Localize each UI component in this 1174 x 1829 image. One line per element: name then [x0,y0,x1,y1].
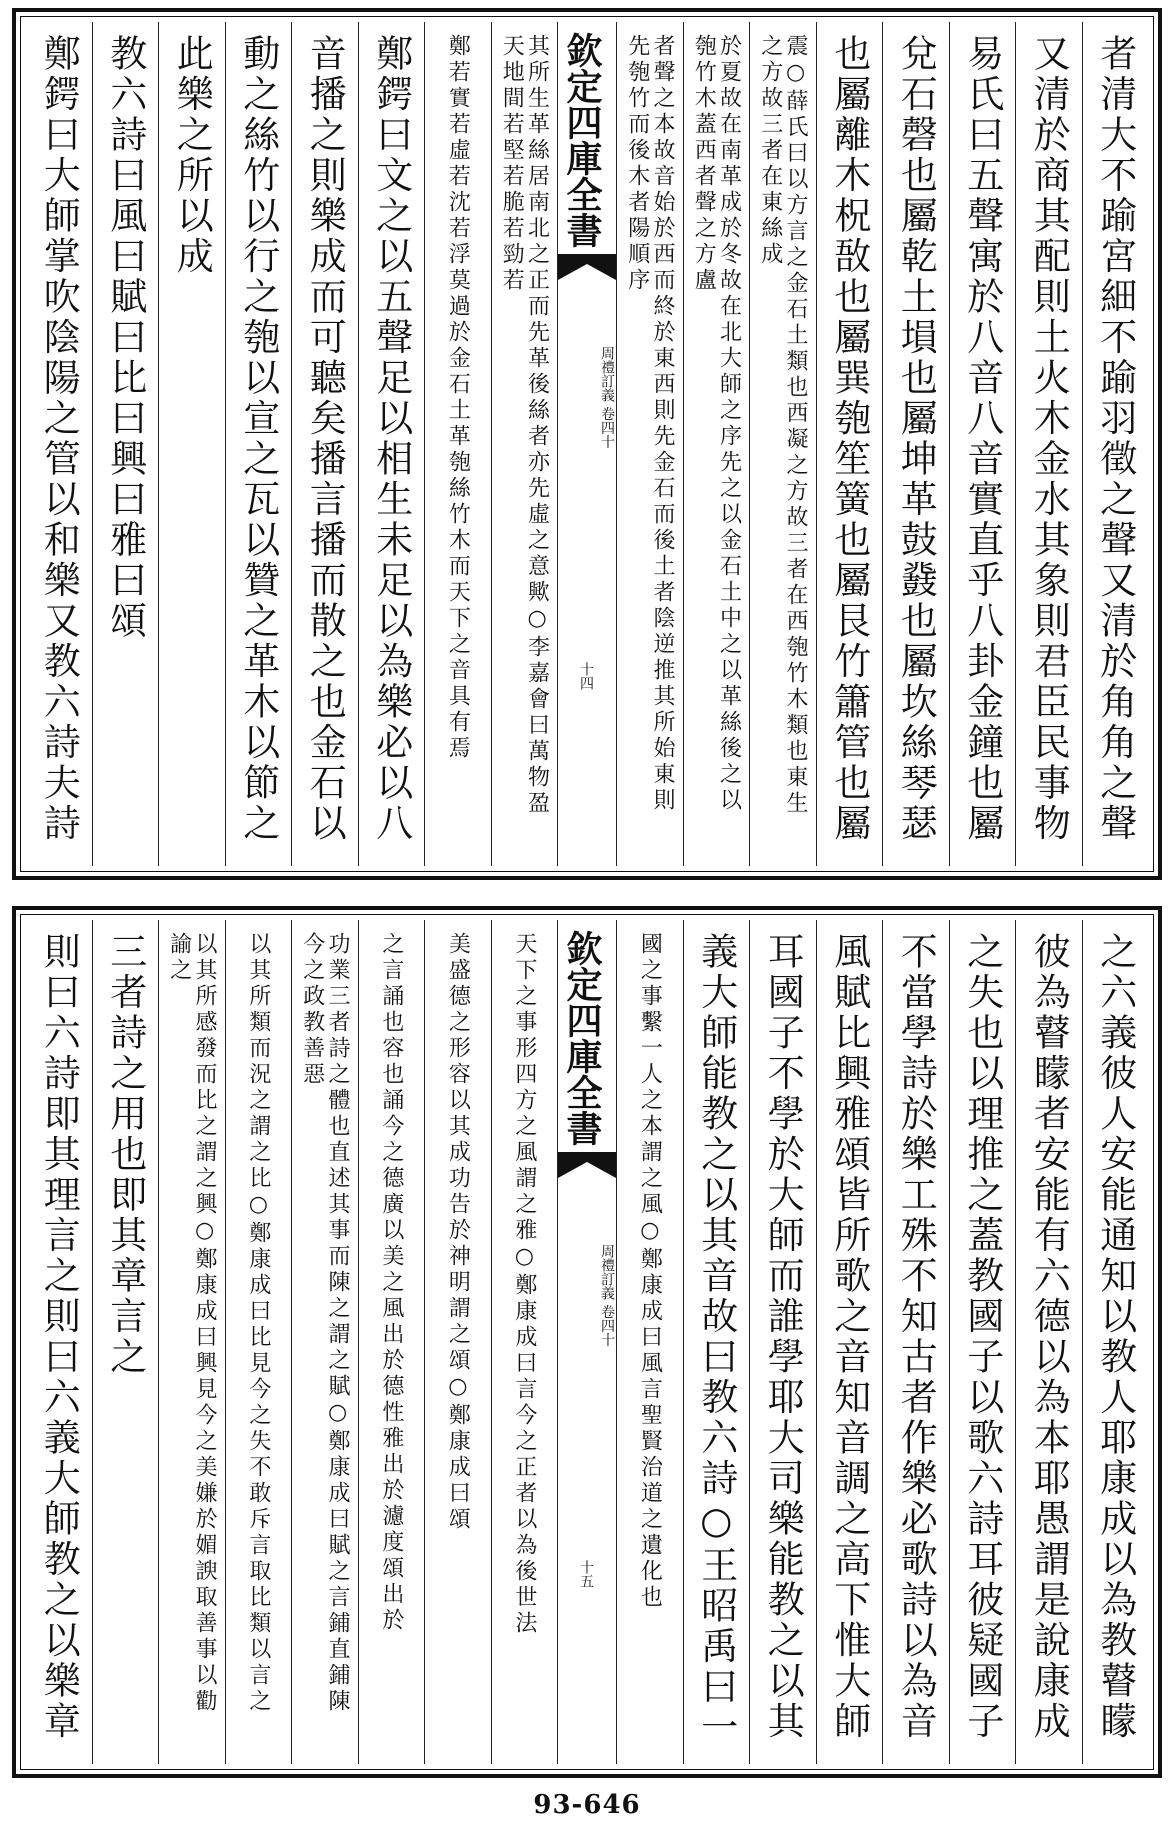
column-text: 動之絲竹以行之匏以宣之瓦以贊之革木以節之 [236,34,280,844]
text-column [816,22,883,866]
annotation-text: 其所生革絲居南北之正而先革後絲者亦先虛之意歟○李嘉會曰萬物盈天地間若堅若脆若勁若 [499,34,550,817]
text-column [882,920,949,1764]
annotation-column [491,920,558,1764]
text-column [291,22,358,866]
center-fold [557,22,616,866]
annotation-column [424,22,491,866]
annotation-text: 以其所感發而比之謂之興○鄭康成曰興見今之美嫌於媚諛取善事以勸諭之 [166,932,218,1715]
text-column [949,22,1016,866]
text-column [26,920,92,1764]
column-text: 鄭鍔曰文之以五聲足以相生未足以為樂必以八 [369,34,413,844]
text-column [158,22,225,866]
center-fold [557,920,616,1764]
annotation-column [616,22,683,866]
fish-tail-mark-icon [558,1152,616,1178]
column-text: 彼為瞽矇者安能有六德以為本耶愚謂是說康成 [1027,932,1071,1742]
text-column [92,920,159,1764]
lower-text-columns [26,920,1148,1764]
annotation-column [358,920,425,1764]
annotation-text: 國之事繫一人之本謂之風○鄭康成曰風言聖賢治道之遺化也 [637,932,663,1611]
upper-page-panel [12,8,1162,880]
column-text: 教六詩曰風曰賦曰比曰興曰雅曰頌 [103,34,147,642]
column-text: 鄭鍔曰大師掌吹陰陽之管以和樂又教六詩夫詩 [37,34,81,844]
annotation-text: 功業三者詩之體也直述其事而陳之謂之賦○鄭康成曰賦之言鋪直鋪陳今之政教善惡 [299,932,351,1715]
chapter-label: 周禮訂義 卷四十 [599,1244,615,1347]
column-text: 不當學詩於樂工殊不知古者作樂必歌詩以為音 [894,932,938,1742]
annotation-text: 之言誦也容也誦今之德廣以美之風出於德性雅出於濾度頌出於 [378,932,404,1634]
text-column [1082,920,1149,1764]
annotation-column [158,920,225,1764]
column-text: 此樂之所以成 [170,34,214,277]
column-text: 耳國子不學於大師而誰學耶大司樂能教之以其 [761,932,805,1742]
annotation-text: 以其所類而況之謂之比○鄭康成曰比見今之失不敢斥言取比類以言之 [245,932,271,1715]
text-column [816,920,883,1764]
annotation-column [424,920,491,1764]
column-text: 音播之則樂成而可聽矣播言播而散之也金石以 [303,34,347,844]
folio-number: 十四 [578,662,594,690]
annotation-text: 於夏故在南革成於冬故在北大師之序先之以金石土中之以革絲後之以匏竹木蓋西者聲之方盧 [691,34,742,814]
column-text: 義大師能教之以其音故曰教六詩○王昭禹曰一 [694,932,738,1748]
book-title: 欽定四庫全書 [561,930,603,1146]
column-text: 也屬離木柷敔也屬巽匏笙簧也屬艮竹簫管也屬 [827,34,871,844]
annotation-text: 天下之事形四方之風謂之雅○鄭康成曰言今之正者以為後世法 [511,932,537,1637]
column-text: 之六義彼人安能通知以教人耶康成以為教瞽矇 [1093,932,1137,1742]
text-column [1082,22,1149,866]
annotation-column [225,920,292,1764]
annotation-column [491,22,558,866]
annotation-column [683,22,750,866]
text-column [749,920,816,1764]
text-column [949,920,1016,1764]
column-text: 三者詩之用也即其章言之 [103,932,147,1378]
annotation-column [749,22,816,866]
text-column [882,22,949,866]
annotation-text: 鄭若實若虛若沈若浮莫過於金石土革匏絲竹木而天下之音具有焉 [445,34,471,762]
text-column [358,22,425,866]
column-text: 者清大不踰宮細不踰羽徵之聲又清於角角之聲 [1093,34,1137,844]
book-title: 欽定四庫全書 [561,32,603,248]
text-column [225,22,292,866]
lower-page-panel [12,906,1162,1778]
upper-text-columns [26,22,1148,866]
column-text: 之失也以理推之蓋教國子以歌六詩耳彼疑國子 [960,932,1004,1742]
folio-number: 十五 [578,1560,594,1588]
text-column [1015,920,1082,1764]
fish-tail-mark-icon [558,254,616,280]
text-column [26,22,92,866]
text-column [683,920,750,1764]
text-column [92,22,159,866]
column-text: 風賦比興雅頌皆所歌之音知音調之高下惟大師 [827,932,871,1742]
column-text: 兌石磬也屬乾土塤也屬坤革鼓鼗也屬坎絲琴瑟 [894,34,938,844]
annotation-column [616,920,683,1764]
annotation-text: 者聲之本故音始於西而終於東西則先金石而後土者陰逆推其所始東則先匏竹而後木者陽順序 [624,34,676,814]
annotation-text: 震○薛氏曰以方言之金石土類也西凝之方故三者在西匏竹木類也東生之方故三者在東絲成 [757,34,809,817]
column-text: 則曰六詩即其理言之則曰六義大師教之以樂章 [37,932,81,1742]
column-text: 易氏曰五聲寓於八音八音實直乎八卦金鐘也屬 [960,34,1004,844]
text-column [1015,22,1082,866]
page-number: 93-646 [533,1790,641,1820]
annotation-column [291,920,358,1764]
annotation-text: 美盛德之形容以其成功告於神明謂之頌○鄭康成曰頌 [445,932,471,1533]
chapter-label: 周禮訂義 卷四十 [599,346,615,449]
column-text: 又清於商其配則土火木金水其象則君臣民事物 [1027,34,1071,844]
